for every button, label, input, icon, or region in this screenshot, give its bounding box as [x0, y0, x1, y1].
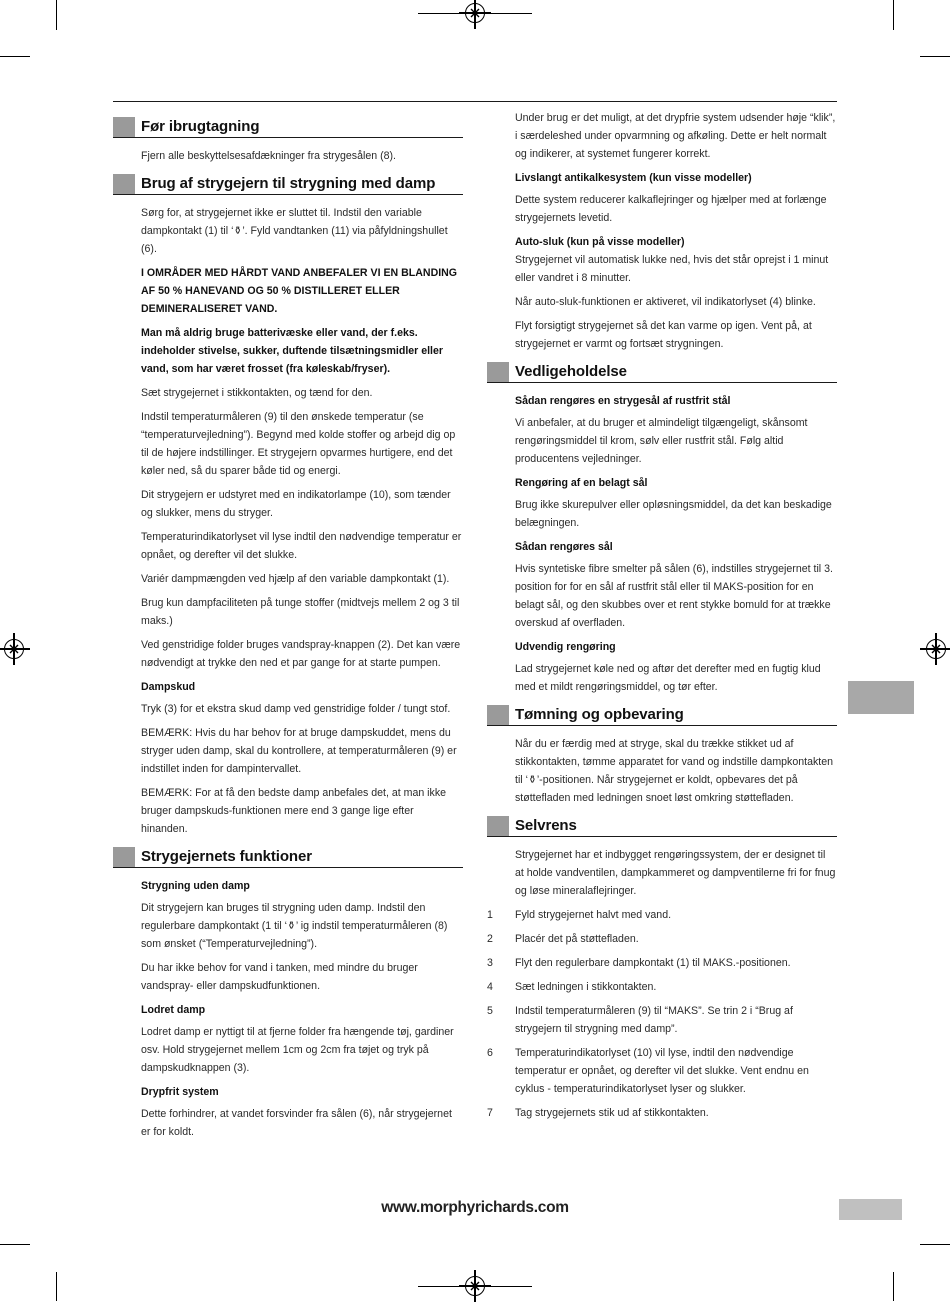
warning-paragraph: Man må aldrig bruge batterivæske eller vand, der f.eks. indeholder stivelse, sukker, duftende tilsætningsmidler eller vand, som har været frosset (fra køleskab/fryser). — [141, 327, 444, 375]
paragraph: Dit strygejern er udstyret med en indikatorlampe (10), som tænder og slukker, mens du stryger. — [141, 489, 451, 519]
section-marker — [487, 362, 509, 382]
step-number: 2 — [487, 933, 493, 945]
subheading: Dampskud — [141, 681, 196, 693]
step-text: Placér det på støttefladen. — [515, 933, 639, 945]
list-item — [487, 930, 837, 948]
list-item — [487, 1002, 837, 1038]
note-paragraph: BEMÆRK: Hvis du har behov for at bruge dampskuddet, mens du stryger uden damp, skal du kontrollere, at temperaturmåleren (9) er indstillet inden for dampintervallet. — [141, 727, 457, 775]
section-heading — [113, 171, 463, 195]
paragraph: Når auto-sluk-funktionen er aktiveret, vil indikatorlyset (4) blinke. — [515, 296, 816, 308]
step-text: Indstil temperaturmåleren (9) til “MAKS”. Se trin 2 i “Brug af strygejern til strygning med damp”. — [515, 1005, 793, 1035]
paragraph: Strygejernet vil automatisk lukke ned, hvis det står oprejst i 1 minut eller vandret i 8 minutter. — [515, 254, 829, 284]
section-marker — [113, 117, 135, 137]
paragraph: Under brug er det muligt, at det drypfrie system udsender høje “klik”, i særdeleshed under opvarmning og afkøling. Dette er helt normalt og indikerer, at systemet fungerer korrekt. — [515, 112, 836, 160]
paragraph: Flyt forsigtigt strygejernet så det kan varme op igen. Vent på, at strygejernet er varmt og fortsæt strygningen. — [515, 320, 812, 350]
subheading: Drypfrit system — [141, 1086, 219, 1098]
header-rule — [113, 101, 837, 102]
section-marker — [487, 816, 509, 836]
paragraph: Brug kun dampfaciliteten på tunge stoffer (midtvejs mellem 2 og 3 til maks.) — [141, 597, 460, 627]
crop-mark — [920, 56, 950, 57]
crop-mark — [490, 1286, 532, 1287]
footer-url: www.morphyrichards.com — [381, 1199, 569, 1216]
section-heading — [487, 359, 837, 383]
registration-mark-top — [465, 3, 485, 23]
step-text: Sæt ledningen i stikkontakten. — [515, 981, 657, 993]
subheading: Udvendig rengøring — [515, 641, 616, 653]
paragraph: Sørg for, at strygejernet ikke er sluttet til. Indstil den variable dampkontakt (1) til ‘⚱’. Fyld vandtanken (11) via påfyldningshullet (6). — [141, 207, 448, 255]
paragraph: Dette system reducerer kalkaflejringer og hjælper med at forlænge strygejernets levetid. — [515, 194, 827, 224]
list-item — [487, 1044, 837, 1098]
step-number: 1 — [487, 909, 493, 921]
section-title: Tømning og opbevaring — [515, 706, 684, 723]
section-marker — [113, 174, 135, 194]
list-item — [487, 954, 837, 972]
crop-mark — [0, 1244, 30, 1245]
section-heading — [487, 813, 837, 837]
crop-mark — [56, 0, 57, 30]
subheading: Sådan rengøres sål — [515, 541, 613, 553]
section-heading — [487, 702, 837, 726]
step-text: Tag strygejernets stik ud af stikkontakten. — [515, 1107, 709, 1119]
section-title: Før ibrugtagning — [141, 118, 260, 135]
paragraph: Hvis syntetiske fibre smelter på sålen (6), indstilles strygejernet til 3. position for for en sål af rustfrit stål eller til MAKS-position for en belagt sål, og den skubbes over et rent stykke bomuld for at trække overskud af overfladen. — [515, 563, 833, 629]
crop-mark — [920, 1244, 950, 1245]
crop-mark — [418, 1286, 460, 1287]
paragraph: Når du er færdig med at stryge, skal du trække stikket ud af stikkontakten, tømme apparatet for vand og indstille dampkontakten til ‘⚱’-positionen. Når strygejernet er koldt, opbevares det på støttefladen med ledningen snoet løst omkring støttefladen. — [515, 738, 833, 804]
subheading: Auto-sluk (kun på visse modeller) — [515, 236, 685, 248]
paragraph: Lad strygejernet køle ned og aftør det derefter med en fugtig klud med et mildt rengøringsmiddel, og tør efter. — [515, 663, 821, 693]
paragraph: Variér dampmængden ved hjælp af den variable dampkontakt (1). — [141, 573, 450, 585]
registration-mark-bottom — [465, 1276, 485, 1296]
list-item — [487, 978, 837, 996]
list-item — [487, 1104, 837, 1122]
subheading: Lodret damp — [141, 1004, 206, 1016]
paragraph: Tryk (3) for et ekstra skud damp ved genstridige folder / tungt stof. — [141, 703, 451, 715]
section-title: Strygejernets funktioner — [141, 848, 312, 865]
note-paragraph: BEMÆRK: For at få den bedste damp anbefales det, at man ikke bruger dampskuds-funktionen mere end 3 gange lige efter hinanden. — [141, 787, 447, 835]
right-column — [487, 109, 837, 1128]
paragraph: Du har ikke behov for vand i tanken, med mindre du bruger vandspray- eller dampskudfunktionen. — [141, 962, 418, 992]
paragraph: Vi anbefaler, at du bruger et almindeligt tilgængeligt, skånsomt rengøringsmiddel til krom, sølv eller rustfrit stål. Følg altid producentens vejledninger. — [515, 417, 808, 465]
step-text: Flyt den regulerbare dampkontakt (1) til MAKS.-positionen. — [515, 957, 791, 969]
paragraph: Ved genstridige folder bruges vandspray-knappen (2). Det kan være nødvendigt at trykke den ned et par gange for at starte pumpen. — [141, 639, 461, 669]
paragraph: Lodret damp er nyttigt til at fjerne folder fra hængende tøj, gardiner osv. Hold strygejernet mellem 1cm og 2cm fra tøjet og tryk på dampskudknappen (3). — [141, 1026, 454, 1074]
crop-mark — [418, 13, 460, 14]
crop-mark — [893, 0, 894, 30]
section-marker — [487, 705, 509, 725]
step-number: 4 — [487, 981, 493, 993]
section-heading — [113, 114, 463, 138]
warning-paragraph: I OMRÅDER MED HÅRDT VAND ANBEFALER VI EN BLANDING AF 50 % HANEVAND OG 50 % DISTILLERET ELLER DEMINERALISERET VAND. — [141, 267, 458, 315]
page-number-box — [839, 1199, 902, 1220]
paragraph: Strygejernet har et indbygget rengøringssystem, der er designet til at holde vandventilen, dampkammeret og dampventilerne fri for fnug og løse mineralaflejringer. — [515, 849, 836, 897]
left-column — [113, 109, 463, 1147]
registration-mark-right — [926, 639, 946, 659]
step-text: Fyld strygejernet halvt med vand. — [515, 909, 672, 921]
crop-mark — [490, 13, 532, 14]
crop-mark — [56, 1272, 57, 1301]
crop-mark — [0, 56, 30, 57]
paragraph: Sæt strygejernet i stikkontakten, og tænd for den. — [141, 387, 373, 399]
subheading: Rengøring af en belagt sål — [515, 477, 648, 489]
paragraph: Temperaturindikatorlyset vil lyse indtil den nødvendige temperatur er opnået, og derefter vil det slukke. — [141, 531, 462, 561]
registration-mark-left — [4, 639, 24, 659]
section-marker — [113, 847, 135, 867]
subheading: Strygning uden damp — [141, 880, 250, 892]
subheading: Sådan rengøres en strygesål af rustfrit stål — [515, 395, 731, 407]
step-number: 7 — [487, 1107, 493, 1119]
paragraph: Brug ikke skurepulver eller opløsningsmiddel, da det kan beskadige belægningen. — [515, 499, 832, 529]
step-number: 3 — [487, 957, 493, 969]
step-number: 6 — [487, 1047, 493, 1059]
step-text: Temperaturindikatorlyset (10) vil lyse, indtil den nødvendige temperatur er opnået, og derefter vil det slukke. Vent endnu en cyklus - temperaturindikatorlyset lyser og slukker. — [515, 1047, 809, 1095]
language-tab-marker — [848, 681, 914, 714]
section-title: Vedligeholdelse — [515, 363, 627, 380]
paragraph: Indstil temperaturmåleren (9) til den ønskede temperatur (se “temperaturvejledning”). Begynd med kolde stoffer og arbejd dig op til de højere indstillinger. Et strygejern opvarmes hurtigere, end det køler ned, så du sparer både tid og energi. — [141, 411, 456, 477]
paragraph: Fjern alle beskyttelsesafdækninger fra strygesålen (8). — [141, 150, 396, 162]
list-item — [487, 906, 837, 924]
section-title: Selvrens — [515, 817, 577, 834]
section-title: Brug af strygejern til strygning med damp — [141, 175, 436, 192]
step-number: 5 — [487, 1005, 493, 1017]
subheading: Livslangt antikalkesystem (kun visse modeller) — [515, 172, 752, 184]
paragraph: Dette forhindrer, at vandet forsvinder fra sålen (6), når strygejernet er for koldt. — [141, 1108, 452, 1138]
section-heading — [113, 844, 463, 868]
crop-mark — [893, 1272, 894, 1301]
paragraph: Dit strygejern kan bruges til strygning uden damp. Indstil den regulerbare dampkontakt (1 til ‘⚱’ ig indstil temperaturmåleren (8) som ønsket (“Temperaturvejledning”). — [141, 902, 448, 950]
